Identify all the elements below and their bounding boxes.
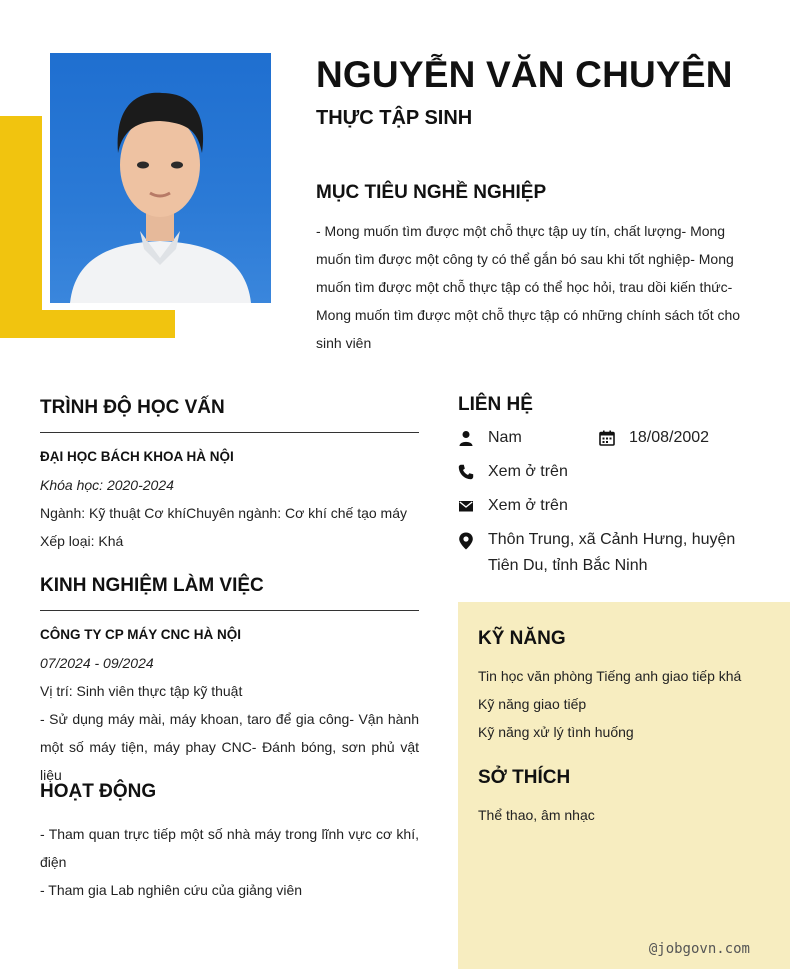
hobbies-text: Thể thao, âm nhạc xyxy=(478,807,595,823)
experience-period: 07/2024 - 09/2024 xyxy=(40,655,154,671)
profile-photo xyxy=(50,53,271,303)
skill-item: Kỹ năng giao tiếp xyxy=(478,696,587,712)
contact-birthday: 18/08/2002 xyxy=(629,429,710,446)
calendar-icon xyxy=(599,430,615,446)
education-major: Ngành: Kỹ thuật Cơ khíChuyên ngành: Cơ khí chế tạo máy xyxy=(40,505,408,521)
contact-address: Thôn Trung, xã Cảnh Hưng, huyện Tiên Du, tỉnh Bắc Ninh xyxy=(488,531,736,574)
education-title: TRÌNH ĐỘ HỌC VẤN xyxy=(40,397,225,418)
candidate-name: NGUYỄN VĂN CHUYÊN xyxy=(316,54,733,95)
experience-title: KINH NGHIỆM LÀM VIỆC xyxy=(40,575,264,596)
activities-title: HOẠT ĐỘNG xyxy=(40,781,157,802)
activity-item: - Tham gia Lab nghiên cứu của giảng viên xyxy=(40,882,303,898)
experience-company: CÔNG TY CP MÁY CNC HÀ NỘI xyxy=(40,627,242,642)
mail-icon xyxy=(458,498,474,514)
skill-item: Tin học văn phòng Tiếng anh giao tiếp khá xyxy=(478,668,742,684)
skills-title: KỸ NĂNG xyxy=(478,628,566,649)
education-period: Khóa học: 2020-2024 xyxy=(40,477,174,493)
contact-phone: Xem ở trên xyxy=(488,463,568,480)
contact-email: Xem ở trên xyxy=(488,497,568,514)
activity-item: - Tham quan trực tiếp một số nhà máy trong lĩnh vực cơ khí, điện xyxy=(40,826,419,870)
decorative-yellow-bar xyxy=(0,310,175,338)
objective-text: - Mong muốn tìm được một chỗ thực tập uy tín, chất lượng- Mong muốn tìm được một công ty có thể gắn bó sau khi tốt nghiệp- Mong muốn tìm được một chỗ thực tập có thể học hỏi, trau dồi kiến thức- Mong muốn tìm được một chỗ thực tập có những chính sách tốt cho sinh viên xyxy=(316,223,741,351)
decorative-yellow-block xyxy=(0,116,42,338)
experience-description: - Sử dụng máy mài, máy khoan, taro để gia công- Vận hành một số máy tiện, máy phay CNC- Đánh bóng, sơn phủ vật liệu xyxy=(40,711,419,783)
location-pin-icon xyxy=(458,532,474,550)
skills-panel xyxy=(458,602,790,969)
hobbies-title: SỞ THÍCH xyxy=(478,767,571,788)
phone-icon xyxy=(458,464,474,480)
candidate-role: THỰC TẬP SINH xyxy=(316,107,473,129)
education-divider xyxy=(40,432,419,433)
contact-title: LIÊN HỆ xyxy=(458,394,533,415)
education-rank: Xếp loại: Khá xyxy=(40,533,124,549)
objective-title: MỤC TIÊU NGHỀ NGHIỆP xyxy=(316,182,547,203)
person-icon xyxy=(458,430,474,446)
experience-position: Vị trí: Sinh viên thực tập kỹ thuật xyxy=(40,683,243,699)
contact-gender: Nam xyxy=(488,429,522,446)
skill-item: Kỹ năng xử lý tình huống xyxy=(478,724,634,740)
experience-divider xyxy=(40,610,419,611)
watermark: @jobgovn.com xyxy=(648,941,750,957)
education-school: ĐẠI HỌC BÁCH KHOA HÀ NỘI xyxy=(40,449,234,464)
